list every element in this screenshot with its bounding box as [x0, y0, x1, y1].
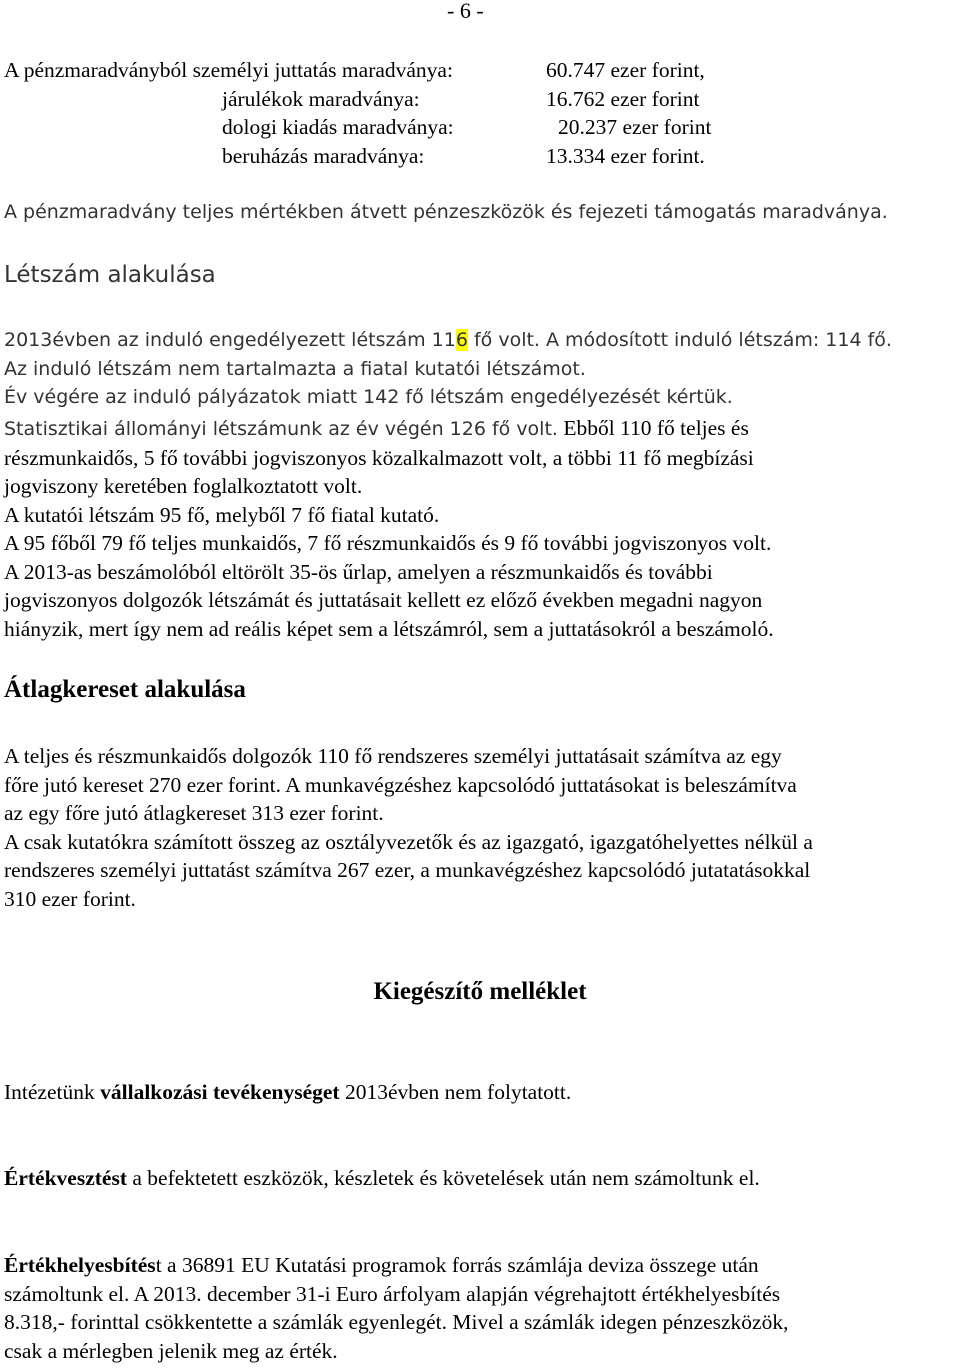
paragraph-line: A 95 főből 79 fő teljes munkaidős, 7 fő részmunkaidős és 9 fő további jogviszonyos volt.	[4, 531, 772, 555]
paragraph-line: 310 ezer forint.	[4, 886, 136, 911]
text-span: Intézetünk	[4, 1080, 101, 1104]
text-span: 2013évben nem folytatott.	[339, 1080, 572, 1104]
bold-text: Értékvesztést	[4, 1166, 127, 1190]
headcount-heading: Létszám alakulása	[4, 262, 216, 288]
remnant-label: beruházás maradványa:	[222, 143, 425, 168]
remnant-row	[4, 85, 748, 114]
paragraph-line: az egy főre jutó átlagkereset 313 ezer forint.	[4, 801, 384, 825]
page-number: - 6 -	[447, 0, 484, 23]
highlighted-text: 6	[455, 329, 468, 351]
text-span: 2013évben az induló engedélyezett létszám 11	[4, 329, 456, 351]
paragraph-line: Év végére az induló pályázatok miatt 142 fő létszám engedélyezését kértük.	[4, 386, 733, 408]
remnant-value: 13.334 ezer forint.	[546, 143, 705, 168]
text-span: a befektetett eszközök, készletek és követelések után nem számoltunk el.	[126, 1166, 760, 1190]
paragraph-line: 8.318,- forinttal csökkentette a számlák egyenlegét. Mivel a számlák idegen pénzeszközök,	[4, 1310, 789, 1334]
paragraph-line: számoltunk el. A 2013. december 31-i Euro árfolyam alapján végrehajtott értékhelyesbítés	[4, 1281, 781, 1306]
remnant-label: járulékok maradványa:	[222, 86, 420, 111]
supplement-paragraph	[4, 1078, 958, 1107]
paragraph-line	[4, 1251, 958, 1280]
paragraph-line: csak a mérlegben jelenik meg az érték.	[4, 1338, 338, 1363]
paragraph-line: jogviszonyos dolgozók létszámát és juttatásait kellett ez előző években megadni nagyon	[4, 588, 763, 612]
salary-heading: Átlagkereset alakulása	[4, 676, 246, 703]
remnant-value: 60.747 ezer forint,	[546, 58, 705, 82]
paragraph-line: hiányzik, mert így nem ad reális képet sem a létszámról, sem a juttatásokról a beszámoló.	[4, 616, 774, 641]
remnant-row	[4, 113, 748, 142]
paragraph-line: részmunkaidős, 5 fő további jogviszonyos közalkalmazott volt, a többi 11 fő megbízási	[4, 445, 754, 470]
headcount-details	[4, 414, 958, 643]
paragraph-line: Az induló létszám nem tartalmazta a fiatal kutatói létszámot.	[4, 357, 586, 380]
remnant-row	[4, 56, 748, 85]
text-span: Ebből 110 fő teljes és	[557, 416, 749, 440]
remnant-label: dologi kiadás maradványa:	[222, 115, 454, 139]
supplement-heading: Kiegészítő melléklet	[373, 978, 587, 1005]
remnant-row	[4, 142, 748, 171]
supplement-paragraph	[4, 1164, 958, 1193]
text-span: Statisztikai állományi létszámunk az év végén 126 fő volt.	[4, 418, 558, 440]
paragraph-line: A csak kutatókra számított összeg az osztályvezetők és az igazgató, igazgatóhelyettes nélkül a	[4, 829, 813, 854]
paragraph-line	[4, 326, 958, 355]
paragraph-line: A 2013-as beszámolóból eltörölt 35-ös űrlap, amelyen a részmunkaidős és további	[4, 559, 713, 584]
remnant-value: 16.762 ezer forint	[546, 86, 700, 111]
paragraph-line: A kutatói létszám 95 fő, melyből 7 fő fiatal kutató.	[4, 502, 440, 527]
salary-section	[4, 742, 958, 913]
remnant-table	[4, 56, 748, 170]
remnant-label: A pénzmaradványból személyi juttatás maradványa:	[4, 58, 453, 82]
headcount-section	[4, 326, 958, 412]
paragraph-line	[4, 414, 958, 444]
remnant-value: 20.237 ezer forint	[558, 115, 712, 139]
paragraph-line: jogviszony keretében foglalkoztatott volt.	[4, 474, 363, 498]
paragraph-line: főre jutó kereset 270 ezer forint. A munkavégzéshez kapcsolódó juttatásokat is beleszámítva	[4, 772, 797, 797]
paragraph-line: rendszeres személyi juttatást számítva 267 ezer, a munkavégzéshez kapcsolódó jutatatásokkal	[4, 858, 811, 882]
text-span: t a 36891 EU Kutatási programok forrás számlája deviza összege után	[155, 1253, 759, 1277]
bold-text: vállalkozási tevékenységet	[100, 1080, 340, 1104]
text-span: fő volt. A módosított induló létszám: 114 fő.	[467, 329, 892, 351]
supplement-paragraph	[4, 1251, 958, 1365]
bold-text: Értékhelyesbítés	[4, 1253, 156, 1277]
paragraph-line: A teljes és részmunkaidős dolgozók 110 fő rendszeres személyi juttatásait számítva az egy	[4, 744, 782, 768]
remnant-note: A pénzmaradvány teljes mértékben átvett pénzeszközök és fejezeti támogatás maradványa.	[4, 201, 888, 223]
